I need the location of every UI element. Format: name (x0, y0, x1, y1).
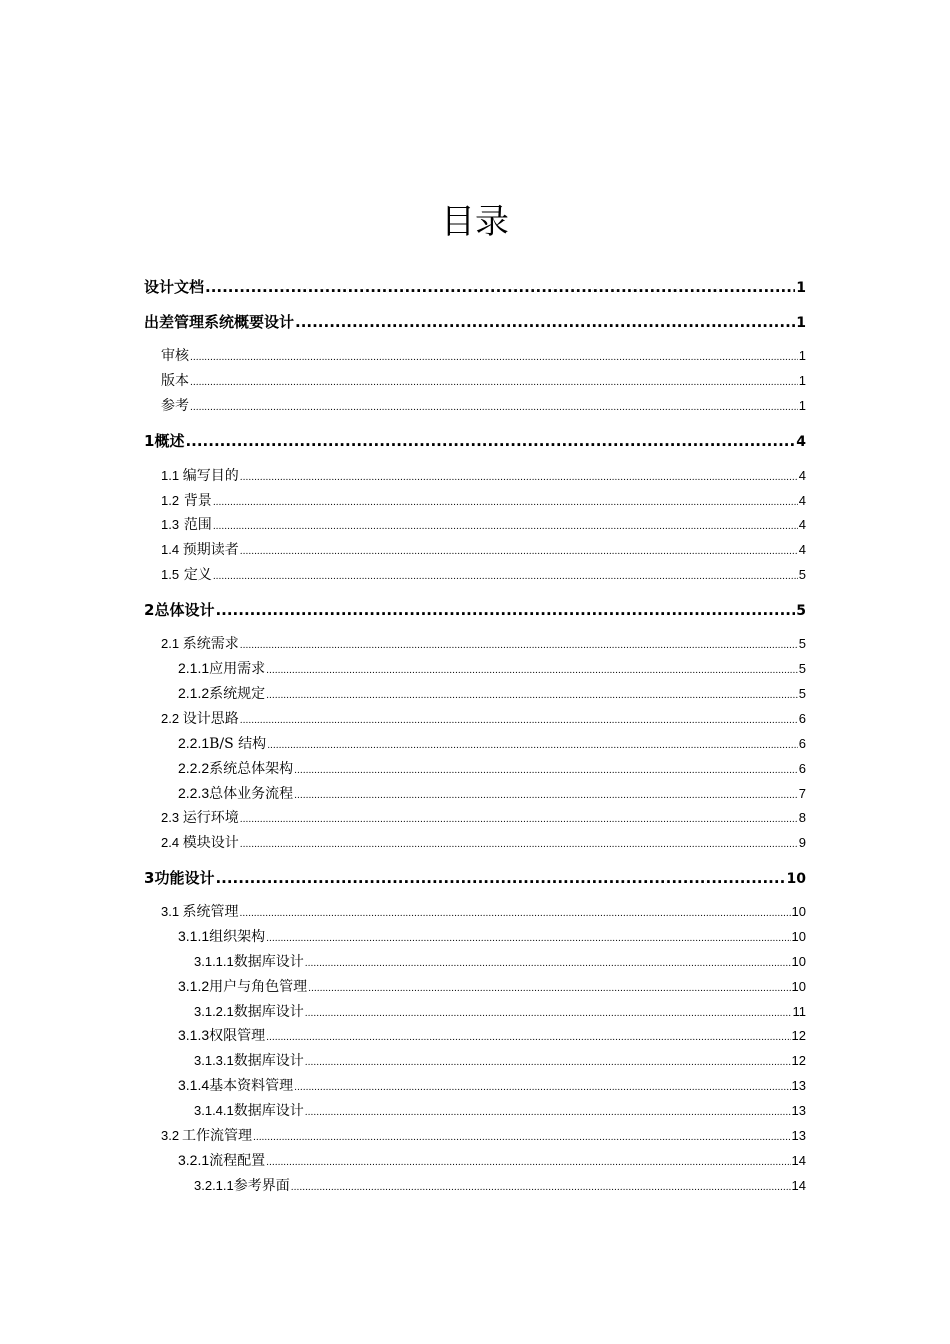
toc-entry-page-number: 4 (798, 493, 806, 508)
toc-entry-page-number: 12 (791, 1028, 806, 1043)
toc-entry-number: 2.2.1 (178, 735, 210, 751)
toc-entry-label: 数据库设计 (233, 954, 304, 970)
toc-entry-label: 参考界面 (233, 1178, 290, 1194)
toc-entry-label: 功能设计 (154, 869, 215, 887)
toc-dot-leader (240, 815, 798, 825)
toc-entry-label: 基本资料管理 (209, 1078, 294, 1094)
toc-entry-number: 3.1.3.1 (194, 1053, 234, 1068)
toc-entry-row[interactable] (161, 370, 806, 390)
toc-entry-label: 版本 (161, 373, 189, 389)
toc-dot-leader (253, 1133, 791, 1143)
toc-entry-number: 3.1 (161, 904, 180, 919)
toc-entry-page-number: 6 (798, 711, 806, 726)
toc-entry-row[interactable] (178, 733, 806, 753)
toc-entry-number: 3.1.1.1 (194, 954, 234, 969)
toc-entry-row[interactable] (161, 901, 806, 921)
toc-entry-page-number: 5 (798, 567, 806, 582)
toc-entry-label: 工作流管理 (181, 1128, 252, 1144)
toc-dot-leader (213, 572, 798, 582)
toc-entry-label: 定义 (183, 567, 212, 583)
toc-dot-leader (294, 766, 798, 776)
toc-entry-label: 系统总体架构 (209, 761, 294, 777)
toc-entry-row[interactable] (194, 1050, 806, 1070)
toc-entry-page-number: 1 (796, 315, 806, 331)
toc-entry-number: 2.4 (161, 835, 180, 850)
toc-entry-label: 组织架构 (209, 929, 266, 945)
toc-dot-leader (305, 1108, 791, 1118)
toc-dot-leader (215, 869, 785, 887)
toc-entry-row[interactable] (178, 976, 806, 996)
toc-entry-page-number: 14 (791, 1178, 806, 1193)
toc-entry-number: 3.1.3 (178, 1027, 210, 1043)
toc-dot-leader (213, 522, 798, 532)
toc-dot-leader (240, 641, 798, 651)
toc-entry-number: 2.2.2 (178, 760, 210, 776)
toc-dot-leader (266, 1158, 790, 1168)
toc-entry-label: B/S 结构 (209, 736, 267, 752)
toc-dot-leader (190, 403, 798, 413)
toc-dot-leader (240, 473, 798, 483)
toc-entry-row[interactable] (178, 783, 806, 803)
toc-dot-leader (205, 278, 795, 296)
toc-entry-number: 3.2 (161, 1128, 180, 1143)
toc-entry-page-number: 13 (791, 1103, 806, 1118)
toc-entry-label: 预期读者 (182, 542, 239, 558)
toc-entry-page-number: 9 (798, 835, 806, 850)
toc-entry-number: 3.1.2 (178, 978, 210, 994)
toc-entry-number: 2.1.2 (178, 685, 210, 701)
toc-dot-leader (308, 984, 790, 994)
toc-entry-label: 背景 (183, 493, 212, 509)
toc-entry-label: 总体业务流程 (209, 786, 294, 802)
toc-entry-row[interactable] (178, 1075, 806, 1095)
toc-entry-page-number: 10 (791, 929, 806, 944)
toc-entry-number: 2 (144, 601, 155, 619)
toc-entry-page-number: 14 (791, 1153, 806, 1168)
toc-entry-label: 编写目的 (182, 468, 239, 484)
toc-dot-leader (266, 691, 798, 701)
toc-entry-number: 3.1.1 (178, 928, 210, 944)
toc-entry-row[interactable] (161, 514, 806, 534)
toc-entry-number: 1.1 (161, 468, 180, 483)
toc-entry-label: 出差管理系统概要设计 (144, 313, 295, 331)
toc-entry-number: 1.5 (161, 567, 180, 582)
toc-entry-page-number: 4 (798, 468, 806, 483)
toc-entry-number: 3 (144, 869, 155, 887)
toc-dot-leader (305, 1009, 792, 1019)
toc-title: 目录 (441, 202, 509, 242)
toc-entry-page-number: 6 (798, 736, 806, 751)
toc-entry-label: 参考 (161, 398, 189, 414)
toc-entry-row[interactable] (161, 564, 806, 584)
toc-dot-leader (267, 741, 798, 751)
toc-entry-row[interactable] (144, 276, 806, 297)
toc-dot-leader (240, 840, 798, 850)
toc-entry-label: 应用需求 (209, 661, 266, 677)
toc-dot-leader (190, 378, 798, 388)
toc-entry-label: 系统管理 (182, 904, 239, 920)
toc-entry-page-number: 8 (798, 810, 806, 825)
toc-dot-leader (305, 1058, 791, 1068)
toc-entry-number: 2.2 (161, 711, 180, 726)
toc-entry-number: 3.1.2.1 (194, 1004, 234, 1019)
toc-entry-page-number: 12 (791, 1053, 806, 1068)
toc-entry-page-number: 13 (791, 1078, 806, 1093)
toc-entry-number: 2.1.1 (178, 660, 210, 676)
toc-entry-row[interactable] (161, 490, 806, 510)
toc-entry-row[interactable] (178, 758, 806, 778)
toc-entry-label: 设计文档 (144, 278, 205, 296)
toc-entry-row[interactable] (178, 926, 806, 946)
toc-entry-page-number: 6 (798, 761, 806, 776)
toc-entry-row[interactable] (144, 311, 806, 332)
toc-entry-number: 3.2.1 (178, 1152, 210, 1168)
toc-dot-leader (240, 716, 798, 726)
toc-entry-number: 1.4 (161, 542, 180, 557)
toc-entry-page-number: 4 (798, 542, 806, 557)
toc-entry-page-number: 1 (798, 348, 806, 363)
toc-dot-leader (266, 666, 798, 676)
toc-dot-leader (294, 791, 798, 801)
toc-entry-row[interactable] (178, 658, 806, 678)
toc-entry-number: 3.1.4 (178, 1077, 210, 1093)
toc-entry-row[interactable] (161, 1125, 806, 1145)
toc-dot-leader (291, 1183, 791, 1193)
toc-entry-number: 1.3 (161, 517, 180, 532)
toc-entry-number: 1 (144, 432, 155, 450)
toc-entry-page-number: 13 (791, 1128, 806, 1143)
toc-entry-row[interactable] (161, 395, 806, 415)
toc-entry-label: 总体设计 (154, 601, 215, 619)
toc-entry-row[interactable] (161, 708, 806, 728)
toc-entry-page-number: 4 (798, 517, 806, 532)
toc-entry-number: 2.1 (161, 636, 180, 651)
toc-entry-label: 系统需求 (182, 636, 239, 652)
toc-entry-row[interactable] (144, 867, 806, 888)
toc-entry-page-number: 5 (798, 661, 806, 676)
toc-entry-page-number: 1 (798, 398, 806, 413)
toc-entry-row[interactable] (161, 465, 806, 485)
toc-entry-label: 权限管理 (209, 1028, 266, 1044)
toc-entry-page-number: 11 (792, 1004, 806, 1019)
toc-dot-leader (266, 934, 790, 944)
toc-entry-label: 系统规定 (209, 686, 266, 702)
toc-entry-page-number: 4 (796, 434, 806, 450)
toc-entry-row[interactable] (161, 345, 806, 365)
toc-entry-row[interactable] (144, 430, 806, 451)
toc-entry-label: 审核 (161, 348, 189, 364)
toc-dot-leader (295, 313, 795, 331)
toc-entry-row[interactable] (178, 1025, 806, 1045)
toc-entry-number: 2.2.3 (178, 785, 210, 801)
toc-entry-number: 1.2 (161, 493, 180, 508)
toc-entry-page-number: 5 (798, 636, 806, 651)
toc-entry-row[interactable] (161, 807, 806, 827)
toc-entry-page-number: 10 (791, 954, 806, 969)
toc-entry-page-number: 1 (796, 280, 806, 296)
toc-entry-label: 设计思路 (182, 711, 239, 727)
toc-dot-leader (240, 909, 791, 919)
toc-entry-row[interactable] (161, 832, 806, 852)
toc-entry-number: 3.1.4.1 (194, 1103, 234, 1118)
toc-entry-number: 3.2.1.1 (194, 1178, 234, 1193)
toc-entry-label: 用户与角色管理 (209, 979, 308, 995)
toc-dot-leader (240, 547, 798, 557)
toc-entry-page-number: 10 (791, 904, 806, 919)
toc-dot-leader (185, 432, 795, 450)
toc-entry-label: 数据库设计 (233, 1053, 304, 1069)
toc-entry-label: 流程配置 (209, 1153, 266, 1169)
toc-entry-page-number: 5 (796, 603, 806, 619)
toc-entry-page-number: 5 (798, 686, 806, 701)
toc-dot-leader (190, 353, 798, 363)
toc-entry-row[interactable] (194, 1175, 806, 1195)
toc-entry-row[interactable] (178, 683, 806, 703)
toc-entry-row[interactable] (161, 539, 806, 559)
toc-entry-number: 2.3 (161, 810, 180, 825)
toc-dot-leader (215, 601, 795, 619)
toc-entry-row[interactable] (144, 599, 806, 620)
toc-entry-page-number: 10 (791, 979, 806, 994)
toc-entry-row[interactable] (161, 633, 806, 653)
toc-entry-label: 数据库设计 (233, 1103, 304, 1119)
toc-dot-leader (213, 498, 798, 508)
toc-entry-label: 范围 (183, 517, 212, 533)
toc-entry-row[interactable] (194, 1001, 806, 1021)
toc-entry-label: 模块设计 (182, 835, 239, 851)
toc-entry-label: 运行环境 (182, 810, 239, 826)
toc-dot-leader (294, 1083, 790, 1093)
toc-entry-page-number: 10 (786, 871, 806, 887)
toc-dot-leader (305, 959, 791, 969)
toc-entry-row[interactable] (194, 1100, 806, 1120)
toc-entry-row[interactable] (194, 951, 806, 971)
toc-entry-label: 数据库设计 (233, 1004, 304, 1020)
toc-dot-leader (266, 1033, 790, 1043)
toc-entry-page-number: 7 (798, 786, 806, 801)
toc-entry-row[interactable] (178, 1150, 806, 1170)
toc-entry-label: 概述 (154, 432, 185, 450)
toc-entry-page-number: 1 (798, 373, 806, 388)
